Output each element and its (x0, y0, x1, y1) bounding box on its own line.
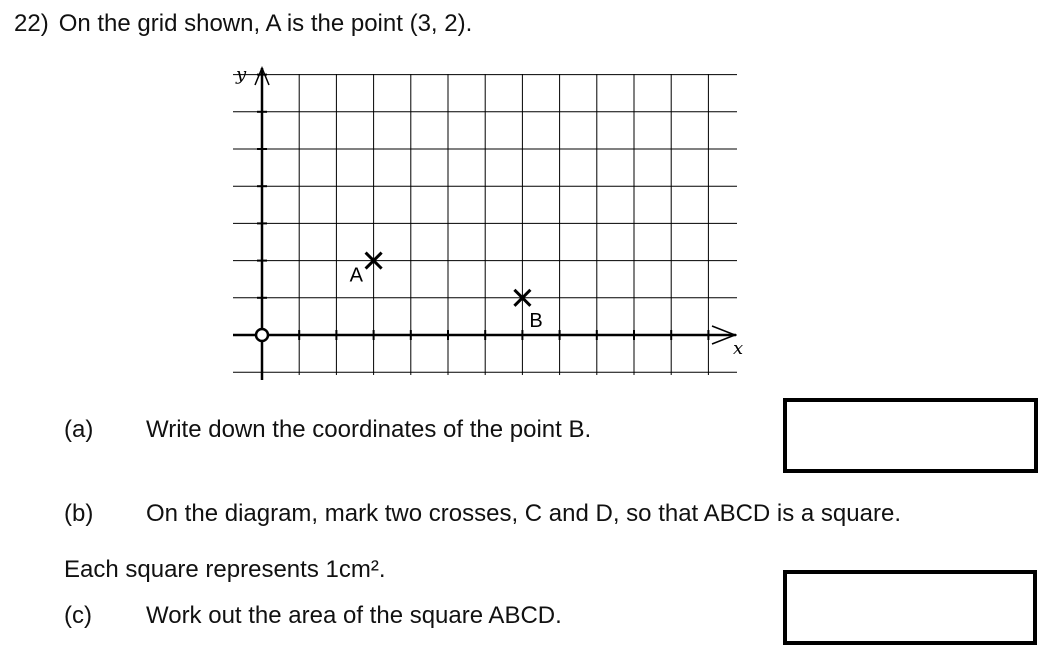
part-b (64, 500, 1044, 530)
part-b-text: On the diagram, mark two crosses, C and D, so that ABCD is a square. (146, 500, 901, 527)
x-axis-label: x (733, 338, 744, 359)
question-text: On the grid shown, A is the point (3, 2). (58, 10, 473, 37)
point-label-b: B (529, 309, 543, 332)
part-a-text: Write down the coordinates of the point B. (146, 416, 592, 443)
origin-marker (256, 329, 268, 341)
answer-box-c[interactable] (783, 570, 1037, 645)
question-number: 22) (14, 10, 49, 37)
part-a-label: (a) (64, 416, 94, 443)
part-a (64, 416, 764, 446)
part-b-label: (b) (64, 500, 94, 527)
scale-note: Each square represents 1cm². (64, 556, 386, 583)
answer-box-a[interactable] (783, 398, 1038, 473)
part-c-text: Work out the area of the square ABCD. (146, 602, 562, 629)
y-axis-label: y (236, 64, 247, 85)
part-c-label: (c) (64, 602, 92, 629)
part-c (64, 602, 764, 632)
point-label-a: A (349, 264, 363, 287)
